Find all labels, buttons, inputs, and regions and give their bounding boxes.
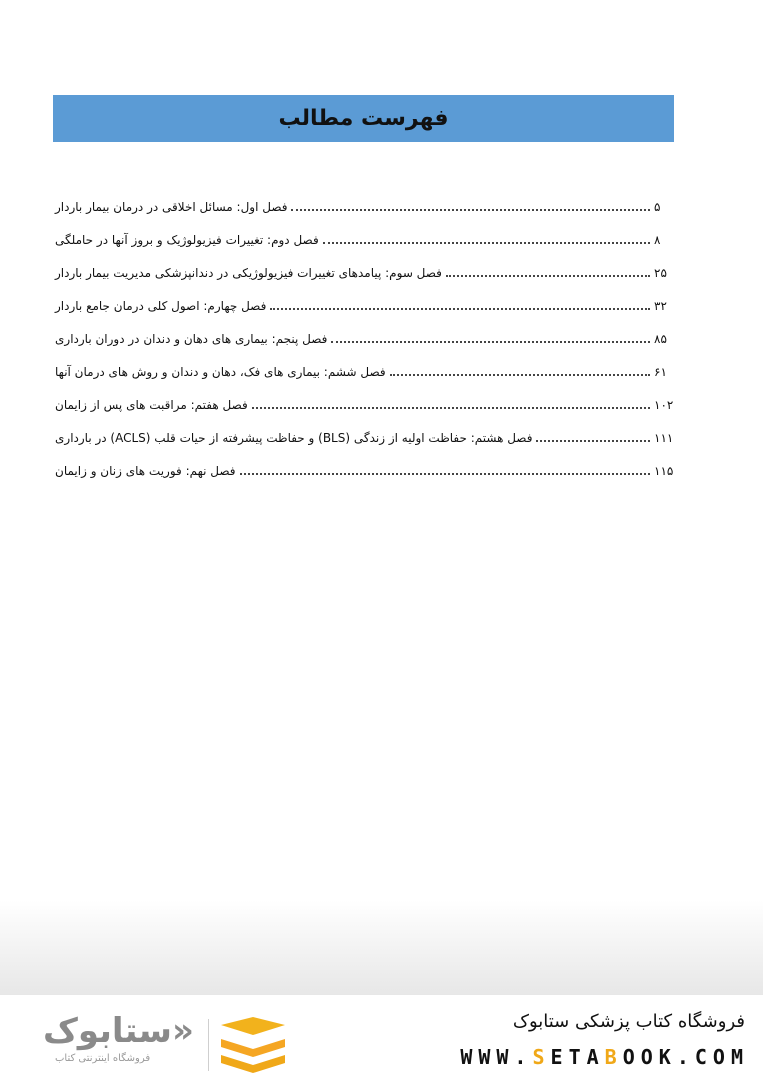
toc-page-number: ۶۱ [654, 364, 667, 379]
toc-title-banner [53, 95, 674, 142]
dot-leader [331, 340, 650, 343]
url-highlight-s: S [532, 1045, 551, 1069]
url-prefix: WWW. [460, 1045, 533, 1069]
toc-entry[interactable] [55, 388, 676, 421]
toc-chapter-title: فصل هفتم: مراقبت های پس از زایمان [55, 397, 248, 412]
toc-chapter-title: فصل ششم: بیماری های فک، دهان و دندان و روش های درمان آنها [55, 364, 386, 379]
dot-leader [270, 307, 650, 310]
toc-entry[interactable] [55, 256, 676, 289]
logo-wordmark: ستابوک» [43, 1011, 194, 1051]
toc-chapter-title: فصل چهارم: اصول کلی درمان جامع باردار [55, 298, 267, 313]
toc-entry[interactable] [55, 223, 676, 256]
url-part: ETA [550, 1045, 605, 1069]
table-of-contents [55, 190, 676, 487]
toc-entry[interactable] [55, 421, 676, 454]
toc-page-number: ۱۰۲ [654, 397, 674, 412]
logo-divider [208, 1019, 209, 1071]
toc-page-number: ۲۵ [654, 265, 667, 280]
logo-tagline: فروشگاه اینترنتی کتاب [55, 1053, 151, 1064]
dot-leader [390, 373, 650, 376]
toc-entry[interactable] [55, 190, 676, 223]
toc-page-number: ۱۱۵ [654, 463, 674, 478]
toc-entry[interactable] [55, 322, 676, 355]
store-name: فروشگاه کتاب پزشکی ستابوک [512, 1011, 745, 1032]
toc-entry[interactable] [55, 355, 676, 388]
toc-entry[interactable] [55, 454, 676, 487]
page-title: فهرست مطالب [278, 106, 449, 131]
toc-page-number: ۸ [654, 232, 661, 247]
dot-leader [446, 274, 650, 277]
dot-leader [252, 406, 650, 409]
toc-entry[interactable] [55, 289, 676, 322]
toc-chapter-title: فصل دوم: تغییرات فیزیولوژیک و بروز آنها در حاملگی [55, 232, 319, 247]
toc-chapter-title: فصل اول: مسائل اخلاقی در درمان بیمار باردار [55, 199, 288, 214]
dot-leader [240, 472, 650, 475]
url-suffix: OOK.COM [622, 1045, 749, 1069]
dot-leader [536, 439, 650, 442]
toc-chapter-title: فصل سوم: پیامدهای تغییرات فیزیولوژیکی در دندانپزشکی مدیریت بیمار باردار [55, 265, 442, 280]
setabook-logo[interactable] [25, 1005, 295, 1075]
url-highlight-b: B [604, 1045, 623, 1069]
toc-chapter-title: فصل پنجم: بیماری های دهان و دندان در دوران بارداری [55, 331, 328, 346]
book-stack-icon [217, 1017, 289, 1073]
toc-page-number: ۳۲ [654, 298, 667, 313]
toc-chapter-title: فصل هشتم: حفاظت اولیه از زندگی (BLS) و حفاظت پیشرفته از حیات قلب (ACLS) در بارداری [55, 430, 533, 445]
footer-shadow [0, 900, 763, 1000]
toc-page-number: ۱۱۱ [654, 430, 674, 445]
dot-leader [291, 208, 650, 211]
store-url[interactable] [460, 1045, 749, 1069]
toc-page-number: ۸۵ [654, 331, 667, 346]
toc-chapter-title: فصل نهم: فوریت های زنان و زایمان [55, 463, 236, 478]
dot-leader [323, 241, 650, 244]
footer [0, 995, 763, 1080]
toc-page-number: ۵ [654, 199, 661, 214]
